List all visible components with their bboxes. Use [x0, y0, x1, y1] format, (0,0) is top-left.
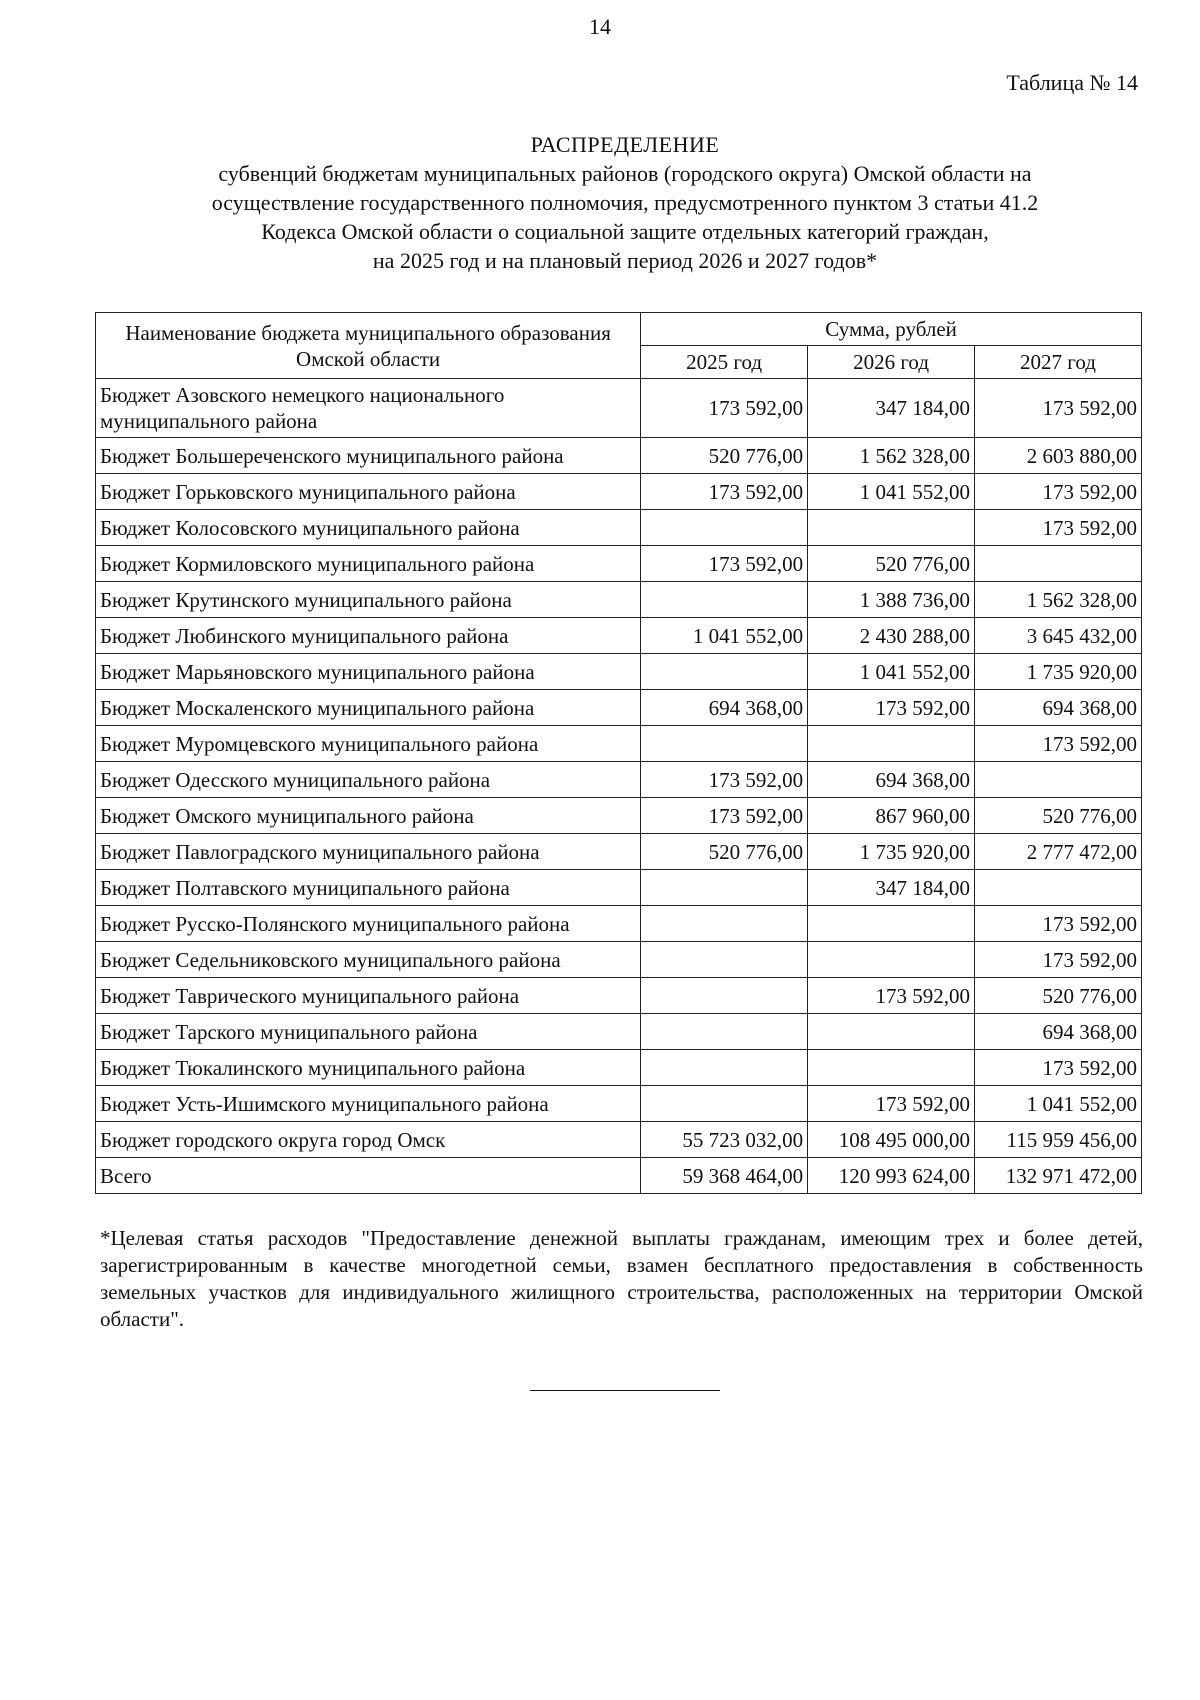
cell-2027: 520 776,00	[975, 978, 1142, 1014]
table-row	[96, 1122, 1142, 1158]
cell-budget-name: Бюджет Одесского муниципального района	[96, 762, 641, 798]
table-row	[96, 546, 1142, 582]
table-row	[96, 690, 1142, 726]
cell-2025	[641, 582, 808, 618]
header-year-2025: 2025 год	[641, 346, 808, 379]
cell-2025: 520 776,00	[641, 438, 808, 474]
table-row	[96, 1158, 1142, 1194]
cell-2026	[808, 726, 975, 762]
cell-budget-name: Бюджет Русско-Полянского муниципального района	[96, 906, 641, 942]
cell-2026: 173 592,00	[808, 978, 975, 1014]
cell-budget-name: Бюджет городского округа город Омск	[96, 1122, 641, 1158]
cell-budget-name: Бюджет Павлоградского муниципального района	[96, 834, 641, 870]
cell-2026: 120 993 624,00	[808, 1158, 975, 1194]
header-year-2027: 2027 год	[975, 346, 1142, 379]
table-row	[96, 438, 1142, 474]
cell-2026	[808, 1050, 975, 1086]
cell-budget-name: Бюджет Марьяновского муниципального района	[96, 654, 641, 690]
cell-2026: 1 041 552,00	[808, 474, 975, 510]
cell-2027: 694 368,00	[975, 690, 1142, 726]
cell-2026: 173 592,00	[808, 690, 975, 726]
document-title	[100, 130, 1150, 275]
cell-2025: 59 368 464,00	[641, 1158, 808, 1194]
table-row	[96, 726, 1142, 762]
cell-2025	[641, 978, 808, 1014]
cell-2026	[808, 942, 975, 978]
table-row	[96, 906, 1142, 942]
cell-2025: 173 592,00	[641, 474, 808, 510]
cell-2026: 520 776,00	[808, 546, 975, 582]
table-label: Таблица № 14	[1006, 70, 1138, 95]
cell-budget-name: Бюджет Усть-Ишимского муниципального района	[96, 1086, 641, 1122]
table-row	[96, 978, 1142, 1014]
cell-2025	[641, 726, 808, 762]
page-number: 14	[589, 14, 611, 39]
cell-2025	[641, 1050, 808, 1086]
cell-budget-name: Бюджет Кормиловского муниципального района	[96, 546, 641, 582]
cell-2026: 347 184,00	[808, 379, 975, 438]
table-row	[96, 798, 1142, 834]
cell-2026: 694 368,00	[808, 762, 975, 798]
closing-rule	[530, 1390, 720, 1391]
cell-2027: 2 603 880,00	[975, 438, 1142, 474]
table-row	[96, 1086, 1142, 1122]
cell-2026: 347 184,00	[808, 870, 975, 906]
cell-2025	[641, 870, 808, 906]
title-line: Кодекса Омской области о социальной защите отдельных категорий граждан,	[261, 219, 989, 244]
table-row	[96, 834, 1142, 870]
cell-2025: 173 592,00	[641, 379, 808, 438]
cell-2026	[808, 510, 975, 546]
footnote: *Целевая статья расходов "Предоставление денежной выплаты гражданам, имеющим трех и более детей, зарегистрированным в качестве многодетной семьи, взамен бесплатного предоставления в собственность земельных участков для индивидуального жилищного строительства, расположенных на территории Омской области".	[100, 1226, 1143, 1331]
cell-2027: 1 041 552,00	[975, 1086, 1142, 1122]
table-row	[96, 379, 1142, 438]
cell-2027: 132 971 472,00	[975, 1158, 1142, 1194]
cell-2025: 173 592,00	[641, 546, 808, 582]
cell-2026: 1 735 920,00	[808, 834, 975, 870]
title-main: РАСПРЕДЕЛЕНИЕ	[530, 132, 720, 157]
cell-2025	[641, 1014, 808, 1050]
cell-budget-name: Бюджет Азовского немецкого национального муниципального района	[96, 379, 641, 438]
table-row	[96, 870, 1142, 906]
table-row	[96, 1014, 1142, 1050]
cell-2027: 173 592,00	[975, 510, 1142, 546]
cell-2027: 173 592,00	[975, 379, 1142, 438]
header-row	[96, 313, 1142, 346]
cell-budget-name: Бюджет Муромцевского муниципального района	[96, 726, 641, 762]
table-row	[96, 582, 1142, 618]
table-row	[96, 942, 1142, 978]
cell-2027: 694 368,00	[975, 1014, 1142, 1050]
cell-budget-name: Бюджет Большереченского муниципального района	[96, 438, 641, 474]
cell-2027: 520 776,00	[975, 798, 1142, 834]
cell-2027: 173 592,00	[975, 906, 1142, 942]
cell-budget-name: Бюджет Москаленского муниципального района	[96, 690, 641, 726]
cell-2026	[808, 1014, 975, 1050]
cell-2025	[641, 510, 808, 546]
cell-2026: 1 041 552,00	[808, 654, 975, 690]
table-row	[96, 1050, 1142, 1086]
cell-2025	[641, 906, 808, 942]
title-line: на 2025 год и на плановый период 2026 и 2027 годов*	[372, 248, 878, 273]
header-sum: Сумма, рублей	[641, 313, 1142, 346]
cell-2025: 173 592,00	[641, 762, 808, 798]
cell-2025	[641, 654, 808, 690]
cell-2027: 1 735 920,00	[975, 654, 1142, 690]
cell-budget-name: Бюджет Тюкалинского муниципального района	[96, 1050, 641, 1086]
cell-2026: 108 495 000,00	[808, 1122, 975, 1158]
header-year-2026: 2026 год	[808, 346, 975, 379]
cell-budget-name: Бюджет Седельниковского муниципального района	[96, 942, 641, 978]
cell-budget-name: Бюджет Любинского муниципального района	[96, 618, 641, 654]
table-row	[96, 474, 1142, 510]
cell-budget-name: Бюджет Омского муниципального района	[96, 798, 641, 834]
cell-budget-name: Бюджет Таврического муниципального района	[96, 978, 641, 1014]
cell-2026	[808, 906, 975, 942]
title-line: субвенций бюджетам муниципальных районов (городского округа) Омской области на	[218, 161, 1032, 186]
cell-2027	[975, 762, 1142, 798]
table-body	[96, 379, 1142, 1194]
cell-2027: 173 592,00	[975, 1050, 1142, 1086]
subsidy-table	[95, 312, 1142, 1194]
cell-2026: 2 430 288,00	[808, 618, 975, 654]
cell-2026: 173 592,00	[808, 1086, 975, 1122]
cell-2027: 3 645 432,00	[975, 618, 1142, 654]
cell-2027: 115 959 456,00	[975, 1122, 1142, 1158]
cell-2027: 2 777 472,00	[975, 834, 1142, 870]
cell-2027	[975, 546, 1142, 582]
table-row	[96, 510, 1142, 546]
cell-budget-name: Бюджет Полтавского муниципального района	[96, 870, 641, 906]
cell-budget-name: Бюджет Горьковского муниципального района	[96, 474, 641, 510]
cell-2025: 55 723 032,00	[641, 1122, 808, 1158]
cell-2025: 694 368,00	[641, 690, 808, 726]
cell-budget-name: Бюджет Колосовского муниципального района	[96, 510, 641, 546]
cell-2026: 1 388 736,00	[808, 582, 975, 618]
table-row	[96, 654, 1142, 690]
cell-2027: 173 592,00	[975, 726, 1142, 762]
table-row	[96, 762, 1142, 798]
cell-2025: 1 041 552,00	[641, 618, 808, 654]
cell-2025	[641, 942, 808, 978]
cell-2025: 520 776,00	[641, 834, 808, 870]
title-line: осуществление государственного полномочия, предусмотренного пунктом 3 статьи 41.2	[211, 190, 1039, 215]
table-row	[96, 618, 1142, 654]
cell-2025	[641, 1086, 808, 1122]
cell-2026: 1 562 328,00	[808, 438, 975, 474]
cell-budget-name: Бюджет Тарского муниципального района	[96, 1014, 641, 1050]
cell-budget-name: Всего	[96, 1158, 641, 1194]
cell-budget-name: Бюджет Крутинского муниципального района	[96, 582, 641, 618]
cell-2026: 867 960,00	[808, 798, 975, 834]
cell-2027: 1 562 328,00	[975, 582, 1142, 618]
cell-2027: 173 592,00	[975, 942, 1142, 978]
cell-2027: 173 592,00	[975, 474, 1142, 510]
cell-2027	[975, 870, 1142, 906]
cell-2025: 173 592,00	[641, 798, 808, 834]
header-name: Наименование бюджета муниципального образования Омской области	[96, 313, 641, 379]
